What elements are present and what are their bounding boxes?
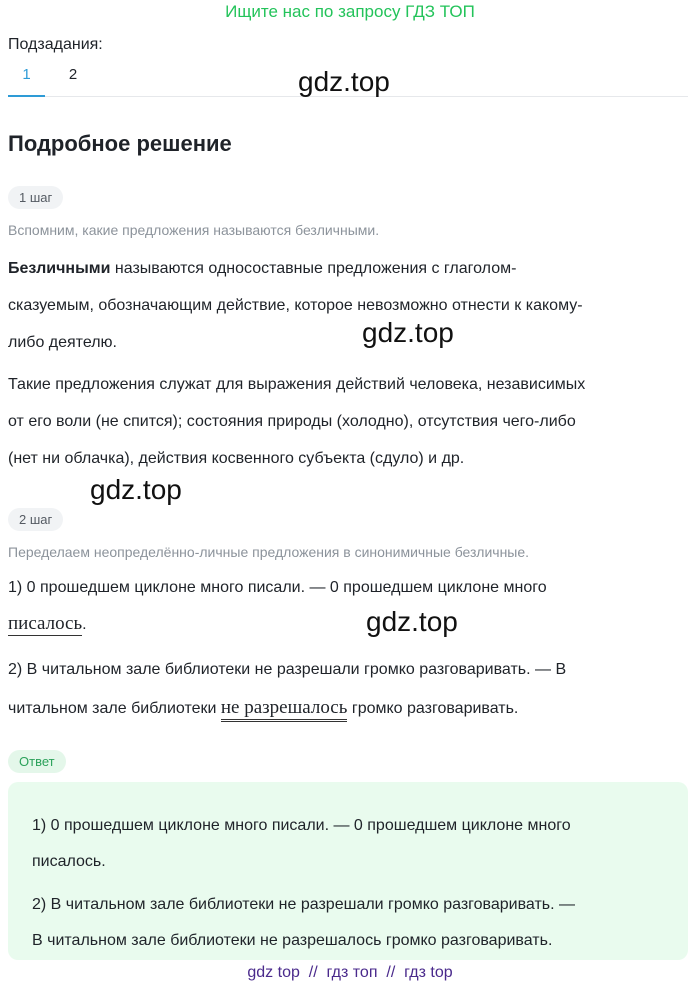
step-2-badge (8, 508, 63, 531)
step-2-hint: Переделаем неопределённо-личные предложения в синонимичные безличные. (8, 544, 530, 560)
watermark: gdz.top (90, 474, 182, 505)
predicate-double-underlined: не разрешалось (221, 697, 348, 722)
answer-badge-wrap (8, 750, 66, 773)
term-bold: Безличными (8, 260, 111, 277)
tab-subtask-2[interactable]: 2 (68, 66, 78, 83)
definition-line-3: либо деятелю. (8, 334, 117, 351)
answer-badge: Ответ (8, 750, 66, 773)
answer-2-line-2: В читальном зале библиотеки не разрешалось громко разговаривать. (32, 932, 553, 949)
sentence-1 (8, 570, 688, 643)
answer-1-line-2: писалось. (32, 853, 106, 870)
sentence-1-end: . (82, 616, 87, 633)
definition-line-1: называются односоставные предложения с глаголом- (110, 260, 517, 277)
footer-links[interactable]: gdz top // гдз топ // гдз top (247, 964, 453, 981)
watermark: gdz.top (366, 606, 458, 637)
sentence-2-line-2-start: читальном зале библиотеки (8, 700, 221, 717)
usage-paragraph (8, 366, 688, 477)
sentence-2-line-2-end: громко разговаривать. (347, 700, 519, 717)
sentence-2 (8, 651, 688, 728)
watermark: gdz.top (298, 66, 390, 97)
tab-subtask-1[interactable]: 1 (8, 66, 45, 97)
definition-line-2: сказуемым, обозначающим действие, которое невозможно отнести к какому- (8, 297, 583, 314)
step-1-badge (8, 186, 63, 209)
sentence-2-line-1: 2) В читальном зале библиотеки не разрешали громко разговаривать. — В (8, 661, 567, 678)
usage-line-2: от его воли (не спится); состояния природы (холодно), отсутствия чего-либо (8, 413, 576, 430)
usage-line-1: Такие предложения служат для выражения действий человека, независимых (8, 376, 586, 393)
sentence-1-line-1: 1) 0 прошедшем циклоне много писали. — 0 прошедшем циклоне много (8, 579, 547, 596)
step-1-hint: Вспомним, какие предложения называются безличными. (8, 222, 380, 238)
answer-1 (32, 808, 672, 880)
predicate-underlined: писалось (8, 613, 83, 634)
usage-line-3: (нет ни облачка), действия косвенного субъекта (сдуло) и др. (8, 450, 465, 467)
step-badge: 1 шаг (8, 186, 63, 209)
watermark: gdz.top (362, 317, 454, 348)
page-title: Подробное решение (8, 131, 232, 156)
answer-box (8, 782, 688, 960)
search-hint-banner: Ищите нас по запросу ГДЗ ТОП (225, 2, 475, 21)
answer-2-line-1: 2) В читальном зале библиотеки не разрешали громко разговаривать. — (32, 896, 576, 913)
subtasks-label: Подзадания: (8, 36, 103, 53)
answer-2 (32, 887, 672, 959)
step-badge: 2 шаг (8, 508, 63, 531)
definition-paragraph (8, 250, 688, 361)
answer-1-line-1: 1) 0 прошедшем циклоне много писали. — 0 прошедшем циклоне много (32, 817, 571, 834)
